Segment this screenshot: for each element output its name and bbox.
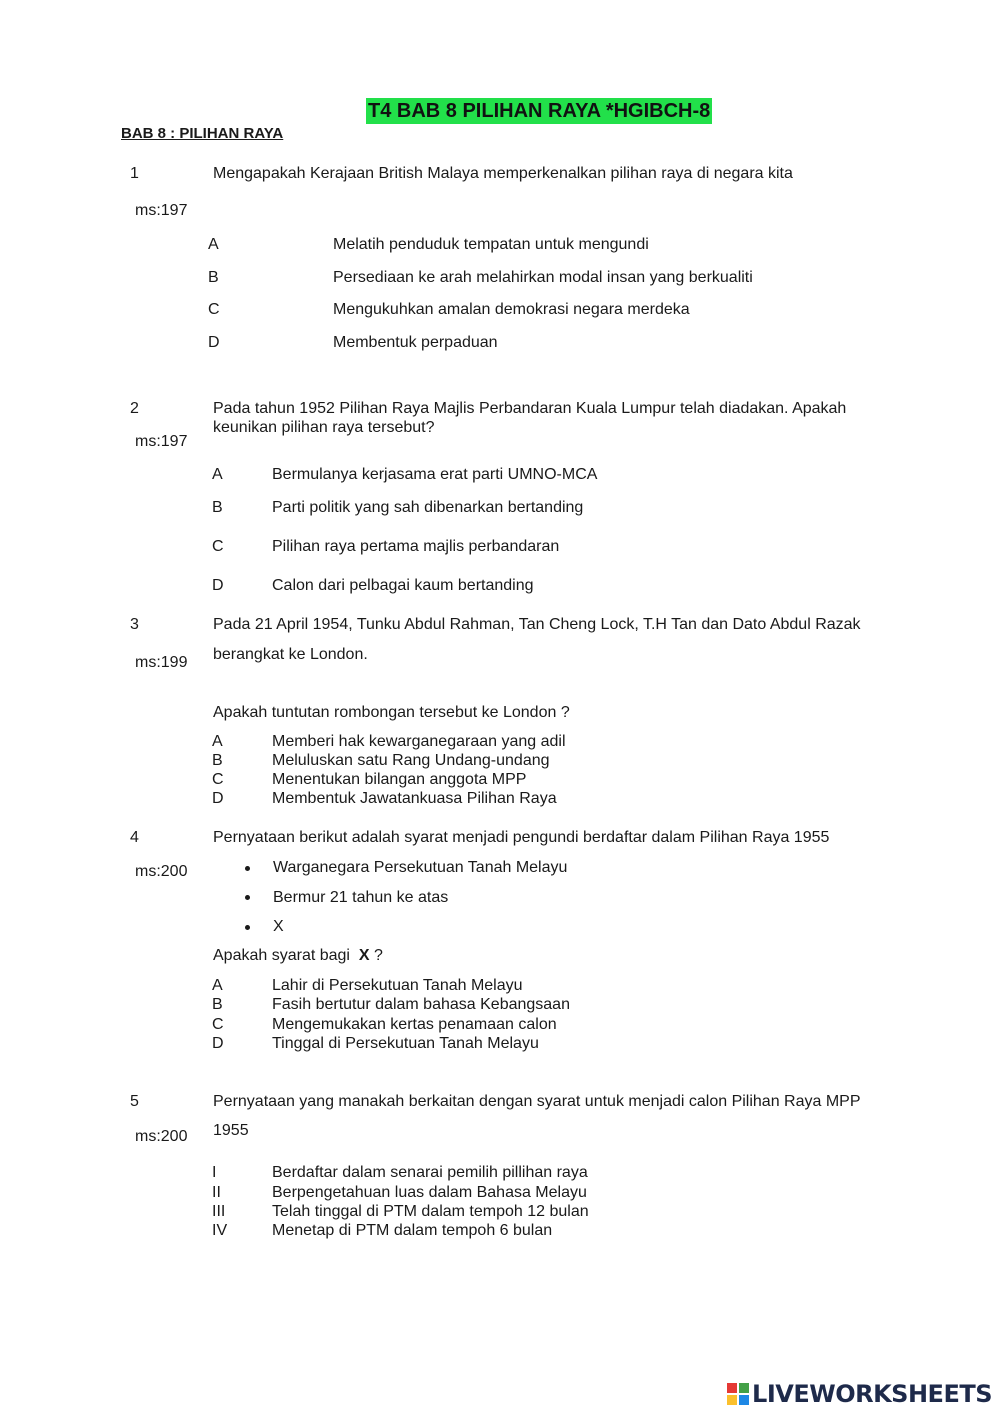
bullet-icon — [245, 925, 250, 930]
question-text: 1955 — [213, 1122, 249, 1139]
logo-square-yellow — [727, 1395, 737, 1405]
question-number: 5 — [130, 1093, 139, 1110]
option-text: Bermulanya kerjasama erat parti UMNO-MCA — [272, 466, 598, 483]
statement-numeral: III — [212, 1203, 226, 1220]
question-prompt: Apakah tuntutan rombongan tersebut ke London ? — [213, 704, 570, 721]
page-reference: ms:197 — [135, 202, 188, 219]
option-text: Memberi hak kewarganegaraan yang adil — [272, 733, 566, 750]
option-text: Melatih penduduk tempatan untuk mengundi — [333, 236, 649, 253]
page-reference: ms:197 — [135, 433, 188, 450]
question-number: 4 — [130, 829, 139, 846]
option-text: Parti politik yang sah dibenarkan bertanding — [272, 499, 584, 516]
question-number: 1 — [130, 165, 139, 182]
question-text: Pernyataan berikut adalah syarat menjadi pengundi berdaftar dalam Pilihan Raya 1955 — [213, 829, 830, 846]
statement-text: Telah tinggal di PTM dalam tempoh 12 bulan — [272, 1203, 589, 1220]
chapter-heading: BAB 8 : PILIHAN RAYA — [121, 125, 284, 142]
page-reference: ms:200 — [135, 1128, 188, 1145]
question-text: Pada tahun 1952 Pilihan Raya Majlis Perbandaran Kuala Lumpur telah diadakan. Apakah — [213, 400, 847, 417]
liveworksheets-logo — [727, 1376, 992, 1412]
bullet-icon — [245, 866, 250, 871]
logo-badge-icon — [727, 1383, 749, 1405]
statement-text: Berdaftar dalam senarai pemilih pillihan raya — [272, 1164, 588, 1181]
option-letter: A — [212, 977, 223, 994]
statement-text: Berpengetahuan luas dalam Bahasa Melayu — [272, 1184, 587, 1201]
option-letter: D — [212, 577, 224, 594]
prompt-variable: X — [358, 947, 370, 964]
option-letter: B — [212, 499, 223, 516]
page-reference: ms:199 — [135, 654, 188, 671]
option-text: Menentukan bilangan anggota MPP — [272, 771, 527, 788]
option-letter: B — [212, 996, 223, 1013]
logo-text: LIVEWORKSHEETS — [752, 1380, 992, 1408]
bullet-item: Bermur 21 tahun ke atas — [273, 889, 449, 906]
question-number: 3 — [130, 616, 139, 633]
option-text: Membentuk Jawatankuasa Pilihan Raya — [272, 790, 557, 807]
option-letter: A — [212, 466, 223, 483]
question-prompt — [213, 946, 383, 965]
option-letter: C — [208, 301, 220, 318]
option-text: Lahir di Persekutuan Tanah Melayu — [272, 977, 523, 994]
prompt-question-mark: ? — [374, 947, 383, 964]
option-letter: A — [212, 733, 223, 750]
question-text: keunikan pilihan raya tersebut? — [213, 419, 435, 436]
option-letter: C — [212, 538, 224, 555]
statement-numeral: II — [212, 1184, 221, 1201]
question-text: Pada 21 April 1954, Tunku Abdul Rahman, Tan Cheng Lock, T.H Tan dan Dato Abdul Razak — [213, 616, 861, 633]
option-text: Membentuk perpaduan — [333, 334, 498, 351]
bullet-item: X — [273, 918, 284, 935]
option-letter: A — [208, 236, 219, 253]
option-letter: D — [212, 790, 224, 807]
question-text: berangkat ke London. — [213, 646, 368, 663]
option-text: Pilihan raya pertama majlis perbandaran — [272, 538, 560, 555]
option-letter: B — [208, 269, 219, 286]
worksheet-title: T4 BAB 8 PILIHAN RAYA *HGIBCH-8 — [368, 100, 711, 122]
option-text: Persediaan ke arah melahirkan modal insan yang berkualiti — [333, 269, 753, 286]
statement-numeral: I — [212, 1164, 217, 1181]
page-reference: ms:200 — [135, 863, 188, 880]
prompt-text: Apakah syarat bagi — [213, 947, 350, 964]
option-text: Calon dari pelbagai kaum bertanding — [272, 577, 534, 594]
statement-numeral: IV — [212, 1222, 228, 1239]
option-letter: D — [212, 1035, 224, 1052]
logo-square-red — [727, 1383, 737, 1393]
question-number: 2 — [130, 400, 139, 417]
option-text: Mengemukakan kertas penamaan calon — [272, 1016, 557, 1033]
logo-square-blue — [739, 1395, 749, 1405]
option-letter: C — [212, 1016, 224, 1033]
statement-text: Menetap di PTM dalam tempoh 6 bulan — [272, 1222, 553, 1239]
option-text: Mengukuhkan amalan demokrasi negara merdeka — [333, 301, 690, 318]
option-text: Meluluskan satu Rang Undang-undang — [272, 752, 550, 769]
option-letter: C — [212, 771, 224, 788]
option-letter: D — [208, 334, 220, 351]
option-text: Fasih bertutur dalam bahasa Kebangsaan — [272, 996, 570, 1013]
option-letter: B — [212, 752, 223, 769]
question-text: Mengapakah Kerajaan British Malaya memperkenalkan pilihan raya di negara kita — [213, 165, 793, 182]
question-text: Pernyataan yang manakah berkaitan dengan syarat untuk menjadi calon Pilihan Raya MPP — [213, 1093, 861, 1110]
bullet-icon — [245, 895, 250, 900]
logo-square-green — [739, 1383, 749, 1393]
bullet-item: Warganegara Persekutuan Tanah Melayu — [273, 859, 568, 876]
option-text: Tinggal di Persekutuan Tanah Melayu — [272, 1035, 539, 1052]
